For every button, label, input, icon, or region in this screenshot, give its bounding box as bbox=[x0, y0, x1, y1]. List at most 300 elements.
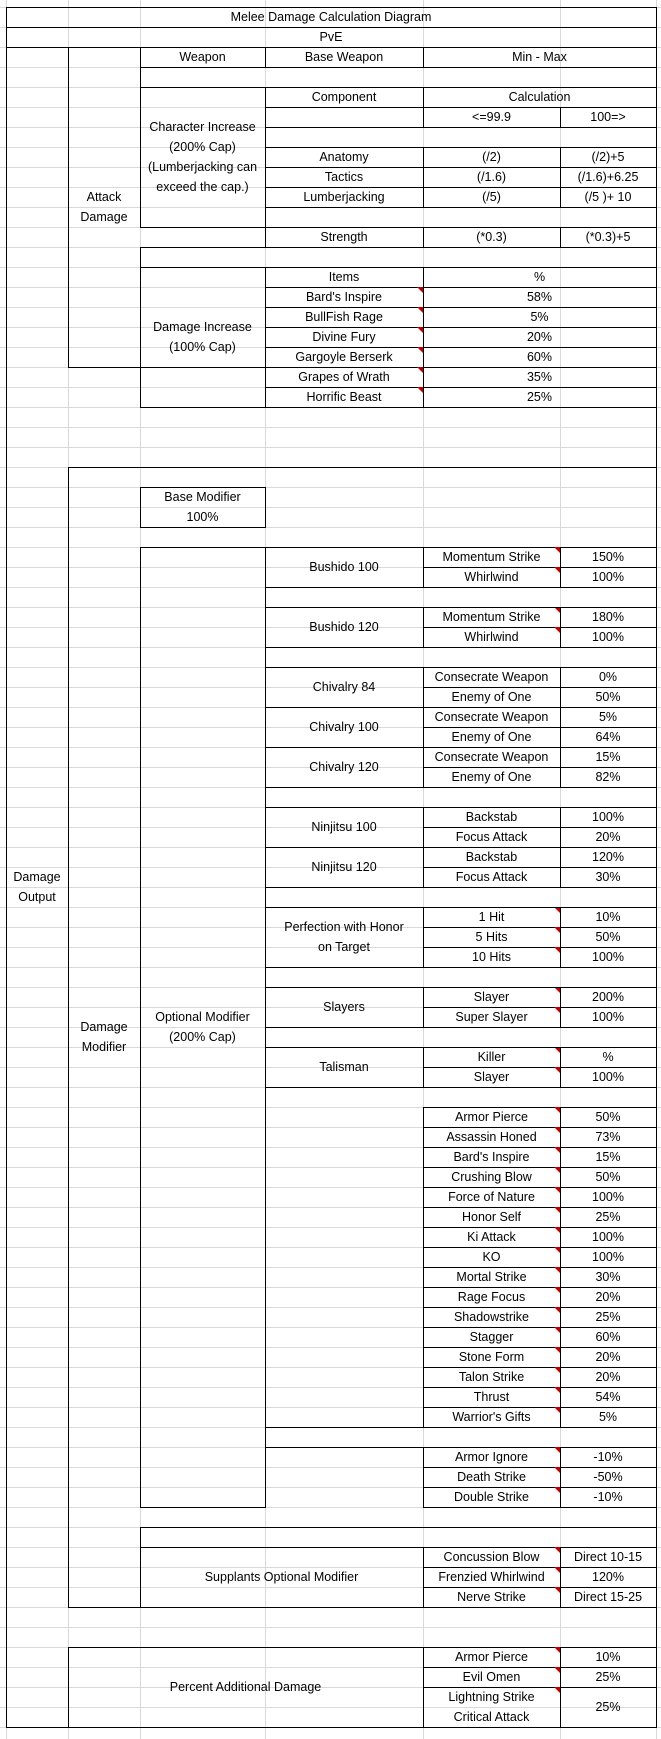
skill-name-text bbox=[325, 167, 363, 187]
ability-name-text bbox=[466, 807, 517, 827]
ability-name-text bbox=[435, 667, 549, 687]
cell-border bbox=[265, 887, 657, 888]
special-move-name bbox=[423, 1107, 560, 1127]
damage-item-name-line: Gargoyle Berserk bbox=[295, 350, 393, 364]
ability-name-line: Consecrate Weapon bbox=[434, 710, 549, 724]
ability-name-text bbox=[455, 1007, 527, 1027]
negative-move-value bbox=[560, 1467, 656, 1487]
supplant-move-name-line: Nerve Strike bbox=[457, 1590, 526, 1604]
special-move-name bbox=[423, 1167, 560, 1187]
special-move-name bbox=[423, 1227, 560, 1247]
damage-item-value-line: 35% bbox=[526, 370, 553, 384]
ability-value bbox=[560, 947, 656, 967]
skill-name-text bbox=[303, 187, 384, 207]
skill-calc-low-line: (/1.6) bbox=[476, 170, 507, 184]
supplant-move-name bbox=[423, 1587, 560, 1607]
high-range-header-line: 100=> bbox=[590, 110, 626, 124]
skill-calc-high-text bbox=[591, 147, 624, 167]
cell-border bbox=[265, 127, 266, 148]
base-modifier-line: 100% bbox=[186, 510, 219, 524]
skill-calc-high-line: (/5 )+ 10 bbox=[584, 190, 632, 204]
skill-group-name bbox=[265, 807, 423, 847]
cell-border bbox=[265, 887, 266, 908]
additional-move-value-text bbox=[595, 1667, 620, 1687]
damage-item-name-line: BullFish Rage bbox=[305, 310, 383, 324]
ability-name-line: Consecrate Weapon bbox=[434, 670, 549, 684]
additional-move-value-text bbox=[595, 1647, 620, 1667]
base-modifier-border bbox=[265, 487, 266, 528]
special-move-value-text bbox=[595, 1267, 620, 1287]
damage-output-label-line: Output bbox=[18, 890, 56, 904]
special-move-name-text bbox=[459, 1347, 524, 1367]
skill-group-name bbox=[265, 547, 423, 587]
negative-move-name-text bbox=[457, 1467, 526, 1487]
ability-value bbox=[560, 927, 656, 947]
supplant-move-name-line: Frenzied Whirlwind bbox=[438, 1570, 545, 1584]
negative-move-value-line: -50% bbox=[593, 1470, 623, 1484]
damage-item-value-text bbox=[527, 327, 552, 347]
skill-group-name bbox=[265, 747, 423, 787]
cell-border bbox=[560, 1607, 657, 1608]
damage-item-name-text bbox=[312, 327, 375, 347]
special-move-value-line: 50% bbox=[595, 1110, 621, 1124]
special-move-value bbox=[560, 1287, 656, 1307]
supplant-move-name-text bbox=[438, 1567, 544, 1587]
special-move-name-text bbox=[467, 1227, 516, 1247]
base-modifier-line: Base Modifier bbox=[164, 490, 241, 504]
ability-value-text bbox=[592, 1067, 624, 1087]
ability-value-line: 20% bbox=[595, 830, 621, 844]
ability-value bbox=[560, 807, 656, 827]
additional-move-value-line: 25% bbox=[595, 1700, 621, 1714]
min-max-header bbox=[423, 47, 656, 67]
cell-border bbox=[560, 1507, 657, 1508]
skill-group-name-text bbox=[311, 817, 376, 837]
ability-value-text bbox=[592, 987, 624, 1007]
additional-move-value-line: 25% bbox=[595, 1670, 621, 1684]
ability-name bbox=[423, 667, 560, 687]
ability-name bbox=[423, 867, 560, 887]
low-range-header bbox=[423, 107, 560, 127]
cell-border bbox=[656, 1227, 657, 1248]
damage-item-value-line: 25% bbox=[526, 390, 553, 404]
special-move-name-line: Armor Pierce bbox=[455, 1110, 528, 1124]
ability-value-text bbox=[595, 687, 620, 707]
special-move-name-text bbox=[482, 1247, 500, 1267]
supplant-move-name-line: Concussion Blow bbox=[443, 1550, 540, 1564]
additional-move-name bbox=[423, 1647, 560, 1667]
ability-name-line: Slayer bbox=[473, 1070, 510, 1084]
ability-value-line: 64% bbox=[595, 730, 621, 744]
damage-item-value-line: 20% bbox=[526, 330, 553, 344]
special-move-name bbox=[423, 1307, 560, 1327]
damage-modifier-label bbox=[68, 467, 140, 1607]
skill-group-name-text bbox=[309, 617, 379, 637]
percent-additional-label-text bbox=[170, 1677, 321, 1697]
special-move-value bbox=[560, 1187, 656, 1207]
special-move-name-line: Assassin Honed bbox=[446, 1130, 537, 1144]
skill-name bbox=[265, 147, 423, 167]
skill-group-name-line: Bushido 100 bbox=[309, 560, 379, 574]
additional-move-value bbox=[560, 1667, 656, 1687]
optional-modifier-label-line: Optional Modifier bbox=[155, 1010, 250, 1024]
ability-value bbox=[560, 907, 656, 927]
ability-name-text bbox=[474, 1067, 509, 1087]
damage-output-label bbox=[6, 47, 68, 1727]
cell-border bbox=[656, 1427, 657, 1448]
special-move-value-line: 73% bbox=[595, 1130, 621, 1144]
percent-header bbox=[423, 267, 656, 287]
cell-border bbox=[656, 727, 657, 748]
cell-border bbox=[656, 827, 657, 848]
cell-border bbox=[656, 587, 657, 608]
special-move-value-text bbox=[595, 1147, 620, 1167]
skill-calc-high-line: (/2)+5 bbox=[591, 150, 625, 164]
ability-name-line: Momentum Strike bbox=[442, 550, 541, 564]
additional-move-name-line: Evil Omen bbox=[462, 1670, 521, 1684]
special-move-value-text bbox=[595, 1347, 620, 1367]
page-title bbox=[6, 7, 656, 27]
cell-border bbox=[656, 1267, 657, 1288]
component-header bbox=[265, 87, 423, 107]
cell-border bbox=[656, 167, 657, 188]
skill-group-name-text bbox=[284, 917, 404, 957]
pve-label-line: PvE bbox=[319, 30, 343, 44]
additional-move-name-line: Armor Pierce bbox=[455, 1650, 528, 1664]
cell-border bbox=[656, 907, 657, 928]
negative-move-name-line: Armor Ignore bbox=[455, 1450, 528, 1464]
cell-border bbox=[656, 1047, 657, 1068]
ability-name-text bbox=[452, 767, 532, 787]
damage-modifier-label-text bbox=[80, 1017, 127, 1057]
special-move-value-line: 100% bbox=[592, 1250, 624, 1264]
special-move-name bbox=[423, 1187, 560, 1207]
cell-border bbox=[656, 1327, 657, 1348]
cell-border bbox=[265, 987, 657, 988]
special-move-name-text bbox=[456, 1267, 526, 1287]
cell-border bbox=[656, 1107, 657, 1128]
ability-value-text bbox=[592, 847, 624, 867]
skill-name-line: Lumberjacking bbox=[303, 190, 385, 204]
cell-border bbox=[656, 247, 657, 268]
negative-move-name-text bbox=[455, 1447, 528, 1467]
min-max-header-text bbox=[512, 47, 567, 67]
ability-value bbox=[560, 627, 656, 647]
special-move-name-text bbox=[448, 1187, 535, 1207]
ability-value-text bbox=[599, 667, 617, 687]
additional-move-name bbox=[423, 1667, 560, 1687]
ability-name bbox=[423, 687, 560, 707]
cell-border bbox=[656, 1487, 657, 1508]
skill-calc-low bbox=[423, 227, 560, 247]
cell-border bbox=[656, 1387, 657, 1408]
ability-value-line: 100% bbox=[592, 810, 624, 824]
cell-border bbox=[656, 747, 657, 768]
ability-name-line: Slayer bbox=[473, 990, 510, 1004]
cell-border bbox=[140, 1527, 141, 1548]
special-move-name-text bbox=[455, 1107, 528, 1127]
base-modifier-border bbox=[140, 527, 266, 528]
cell-border bbox=[265, 1027, 657, 1028]
ability-name bbox=[423, 1047, 560, 1067]
cell-border bbox=[656, 767, 657, 788]
cell-border bbox=[656, 1407, 657, 1428]
special-move-value-line: 100% bbox=[592, 1230, 624, 1244]
ability-value-text bbox=[592, 567, 624, 587]
cell-border bbox=[560, 1727, 657, 1728]
special-move-name bbox=[423, 1367, 560, 1387]
items-header-line: Items bbox=[328, 270, 360, 284]
supplants-label bbox=[140, 1547, 423, 1607]
additional-move-name-text bbox=[431, 1687, 552, 1727]
ability-name-line: 5 Hits bbox=[475, 930, 508, 944]
page-title-text bbox=[231, 7, 432, 27]
ability-value bbox=[560, 767, 656, 787]
additional-move-value bbox=[560, 1647, 656, 1667]
character-increase-label-line: exceed the cap.) bbox=[156, 180, 249, 194]
character-increase-border bbox=[140, 227, 266, 228]
special-move-value-text bbox=[595, 1327, 620, 1347]
ability-value-text bbox=[592, 807, 624, 827]
damage-modifier-label-line: Damage bbox=[80, 1020, 128, 1034]
damage-output-label-line: Damage bbox=[13, 870, 61, 884]
damage-modifier-label-line: Modifier bbox=[81, 1040, 127, 1054]
cell-border bbox=[656, 387, 657, 408]
supplants-border bbox=[140, 1607, 424, 1608]
damage-item-name bbox=[265, 347, 423, 367]
skill-calc-high-text bbox=[586, 227, 631, 247]
cell-border bbox=[656, 547, 657, 568]
skill-group-name-text bbox=[323, 997, 365, 1017]
negative-move-value-line: -10% bbox=[593, 1490, 623, 1504]
special-move-name-line: Stagger bbox=[469, 1330, 514, 1344]
special-move-value bbox=[560, 1367, 656, 1387]
attack-damage-label-line: Damage bbox=[80, 210, 128, 224]
ability-value bbox=[560, 547, 656, 567]
ability-value-line: 50% bbox=[595, 930, 621, 944]
special-move-value-text bbox=[595, 1207, 620, 1227]
ability-name-line: Consecrate Weapon bbox=[434, 750, 549, 764]
cell-border bbox=[656, 1367, 657, 1388]
ability-name-text bbox=[472, 947, 511, 967]
skill-group-name-line: Slayers bbox=[323, 1000, 365, 1014]
component-header-line: Component bbox=[311, 90, 377, 104]
ability-name-line: Momentum Strike bbox=[442, 610, 541, 624]
ability-value-line: 50% bbox=[595, 690, 621, 704]
cell-border bbox=[265, 667, 657, 668]
attack-damage-label-line: Attack bbox=[86, 190, 122, 204]
ability-value-line: 15% bbox=[595, 750, 621, 764]
damage-item-name-text bbox=[306, 287, 382, 307]
special-move-value-text bbox=[592, 1227, 624, 1247]
damage-item-name bbox=[265, 307, 423, 327]
skill-group-name-text bbox=[313, 677, 376, 697]
special-move-name bbox=[423, 1387, 560, 1407]
skill-name bbox=[265, 187, 423, 207]
character-increase-label-line: (200% Cap) bbox=[169, 140, 236, 154]
ability-value bbox=[560, 987, 656, 1007]
special-move-value bbox=[560, 1407, 656, 1427]
special-move-name-line: Talon Strike bbox=[458, 1370, 525, 1384]
additional-move-name-text bbox=[463, 1667, 521, 1687]
calculation-header-line: Calculation bbox=[508, 90, 571, 104]
skill-calc-low-line: (/2) bbox=[482, 150, 501, 164]
cell-border bbox=[656, 227, 657, 248]
ability-name bbox=[423, 727, 560, 747]
skill-calc-high bbox=[560, 227, 656, 247]
supplant-move-name-text bbox=[457, 1587, 526, 1607]
ability-value bbox=[560, 607, 656, 627]
skill-calc-high bbox=[560, 167, 656, 187]
ability-value-text bbox=[592, 607, 624, 627]
ability-value bbox=[560, 567, 656, 587]
skill-group-name-line: Ninjitsu 100 bbox=[311, 820, 377, 834]
ability-value bbox=[560, 1047, 656, 1067]
skill-calc-high bbox=[560, 147, 656, 167]
special-move-value bbox=[560, 1127, 656, 1147]
special-move-name-line: Honor Self bbox=[461, 1210, 522, 1224]
component-header-text bbox=[312, 87, 377, 107]
special-move-value-line: 25% bbox=[595, 1310, 621, 1324]
ability-name bbox=[423, 827, 560, 847]
cell-border bbox=[265, 787, 657, 788]
cell-border bbox=[656, 67, 657, 88]
cell-border bbox=[656, 1447, 657, 1468]
ability-value-line: 150% bbox=[592, 550, 624, 564]
ability-name-text bbox=[466, 847, 517, 867]
character-increase-label bbox=[140, 87, 265, 227]
cell-border bbox=[656, 607, 657, 628]
supplant-move-value bbox=[560, 1587, 656, 1607]
cell-border bbox=[265, 227, 657, 228]
negative-move-name bbox=[423, 1487, 560, 1507]
ability-name-text bbox=[452, 687, 532, 707]
damage-item-name-text bbox=[295, 347, 392, 367]
min-max-header-line: Min - Max bbox=[512, 50, 567, 64]
skill-calc-high-text bbox=[585, 187, 632, 207]
ability-value bbox=[560, 667, 656, 687]
negative-move-value-text bbox=[593, 1467, 622, 1487]
optional-modifier-border bbox=[140, 1507, 266, 1508]
special-move-name-text bbox=[474, 1387, 509, 1407]
ability-value bbox=[560, 1067, 656, 1087]
cell-border bbox=[656, 367, 657, 388]
damage-item-name bbox=[265, 287, 423, 307]
ability-value-line: 82% bbox=[595, 770, 621, 784]
special-move-value bbox=[560, 1207, 656, 1227]
low-range-header-line: <=99.9 bbox=[472, 110, 511, 124]
ability-value-text bbox=[595, 907, 620, 927]
supplant-move-value-line: Direct 15-25 bbox=[573, 1590, 643, 1604]
cell-border bbox=[656, 1167, 657, 1188]
cell-border bbox=[656, 1067, 657, 1088]
ability-value bbox=[560, 727, 656, 747]
negative-move-value-line: -10% bbox=[593, 1450, 623, 1464]
base-weapon-header-line: Base Weapon bbox=[304, 50, 384, 64]
negative-move-value bbox=[560, 1487, 656, 1507]
cell-border bbox=[656, 987, 657, 1008]
cell-border bbox=[656, 1647, 657, 1668]
special-move-name-text bbox=[459, 1367, 524, 1387]
damage-item-name-line: Divine Fury bbox=[312, 330, 376, 344]
skill-group-border bbox=[265, 1087, 424, 1088]
character-increase-label-line: (Lumberjacking can bbox=[147, 160, 258, 174]
cell-border bbox=[656, 207, 657, 228]
high-range-header-text bbox=[590, 107, 625, 127]
special-move-name bbox=[423, 1407, 560, 1427]
cell-border bbox=[265, 1027, 266, 1048]
cell-border bbox=[265, 807, 657, 808]
ability-name bbox=[423, 567, 560, 587]
special-move-name-text bbox=[446, 1127, 536, 1147]
cell-border bbox=[423, 1607, 561, 1608]
ability-value-line: 5% bbox=[598, 710, 618, 724]
cell-border bbox=[656, 127, 657, 148]
ability-value-line: 10% bbox=[595, 910, 621, 924]
ability-value-line: 100% bbox=[592, 1070, 624, 1084]
cell-border bbox=[656, 1667, 657, 1688]
cell-border bbox=[423, 407, 657, 408]
ability-value-text bbox=[592, 547, 624, 567]
weapon-header bbox=[140, 47, 265, 67]
special-move-name-text bbox=[470, 1327, 514, 1347]
ability-name bbox=[423, 767, 560, 787]
damage-item-value bbox=[423, 367, 656, 387]
percent-header-line: % bbox=[533, 270, 546, 284]
skill-group-name-text bbox=[309, 557, 379, 577]
damage-increase-label-text bbox=[153, 317, 252, 357]
skill-group-name-line: Chivalry 100 bbox=[309, 720, 379, 734]
ability-name-text bbox=[443, 547, 541, 567]
negative-move-name-text bbox=[454, 1487, 529, 1507]
supplant-move-value-text bbox=[592, 1567, 624, 1587]
damage-item-value bbox=[423, 287, 656, 307]
negative-move-value-text bbox=[593, 1487, 622, 1507]
skill-group-name-line: Chivalry 84 bbox=[312, 680, 376, 694]
damage-item-name-line: Grapes of Wrath bbox=[298, 370, 390, 384]
skill-calc-low-text bbox=[482, 147, 501, 167]
ability-value-text bbox=[595, 767, 620, 787]
skill-calc-low bbox=[423, 187, 560, 207]
cell-border bbox=[265, 907, 657, 908]
special-move-name-line: Bard's Inspire bbox=[453, 1150, 530, 1164]
cell-border bbox=[656, 627, 657, 648]
damage-increase-label-line: Damage Increase bbox=[153, 320, 252, 334]
ability-value-text bbox=[592, 1007, 624, 1027]
ability-name-line: Whirlwind bbox=[464, 570, 519, 584]
ability-value-line: 0% bbox=[598, 670, 618, 684]
cell-border bbox=[265, 787, 266, 808]
negative-move-name bbox=[423, 1447, 560, 1467]
cell-border bbox=[265, 587, 266, 608]
skill-name-line: Anatomy bbox=[319, 150, 369, 164]
special-move-value-line: 5% bbox=[598, 1410, 618, 1424]
skill-group-name-text bbox=[319, 1057, 368, 1077]
pve-label bbox=[6, 27, 656, 47]
damage-item-value-text bbox=[530, 307, 548, 327]
skill-name-text bbox=[319, 147, 368, 167]
skill-group-name bbox=[265, 987, 423, 1027]
ability-value-text bbox=[599, 707, 617, 727]
cell-border bbox=[656, 87, 657, 108]
damage-item-name-line: Bard's Inspire bbox=[305, 290, 383, 304]
cell-border bbox=[265, 207, 266, 228]
ability-value-text bbox=[592, 627, 624, 647]
special-move-value bbox=[560, 1227, 656, 1247]
ability-name-text bbox=[464, 627, 518, 647]
ability-name-line: 10 Hits bbox=[472, 950, 511, 964]
skill-group-name bbox=[265, 907, 423, 967]
